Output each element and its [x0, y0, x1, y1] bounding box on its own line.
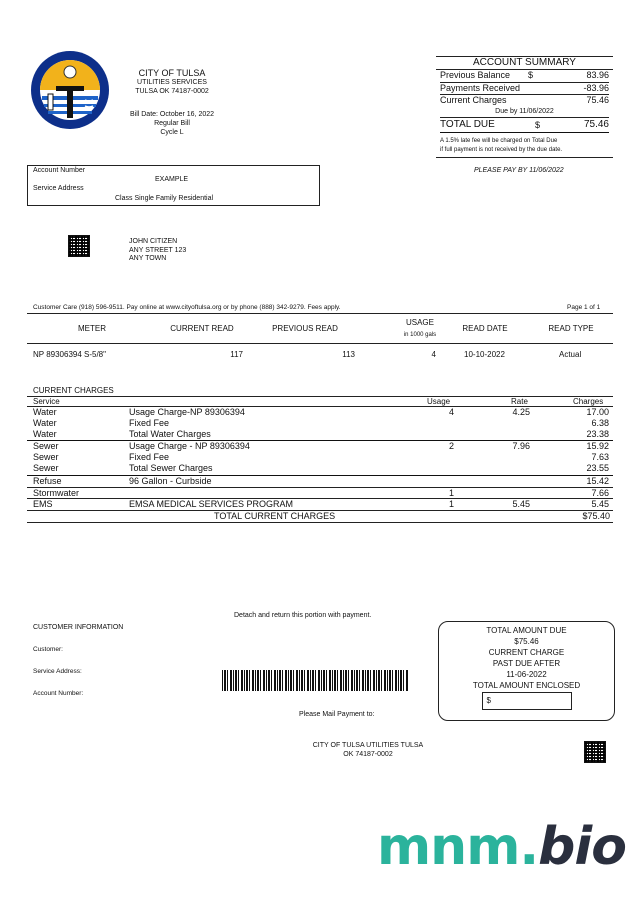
charge-rate: 4.25	[512, 407, 530, 417]
account-summary	[436, 56, 613, 158]
read-date-header: READ DATE	[462, 324, 508, 333]
service-col-header: Service	[33, 397, 60, 406]
charge-service: Stormwater	[33, 488, 80, 498]
charge-description: Fixed Fee	[129, 418, 170, 428]
prev-balance-currency: $	[528, 70, 534, 80]
charge-service: Sewer	[33, 452, 59, 462]
past-due-label: PAST DUE AFTER	[492, 659, 561, 668]
charge-description: Usage Charge-NP 89306394	[129, 407, 245, 417]
charge-amount: 6.38	[591, 418, 609, 428]
total-due-currency: $	[535, 119, 541, 130]
service-address-value: Class Single Family Residential	[115, 195, 214, 202]
read-date: 10-10-2022	[464, 350, 505, 359]
current-read: 117	[230, 350, 243, 359]
charge-description: Total Water Charges	[129, 429, 211, 439]
charge-service: Sewer	[33, 441, 59, 451]
charge-amount: 17.00	[586, 407, 609, 417]
mail-address-line2: OK 74187-0002	[343, 751, 393, 758]
city-seal	[30, 50, 110, 130]
current-charge-label: CURRENT CHARGE	[488, 648, 565, 657]
summary-title: ACCOUNT SUMMARY	[436, 56, 613, 70]
read-type: Actual	[559, 350, 582, 359]
charge-description: Fixed Fee	[129, 452, 170, 462]
watermark-part-b: bio	[538, 817, 626, 877]
page-number: Page 1 of 1	[567, 304, 601, 311]
customer-street: ANY STREET 123	[129, 246, 187, 254]
customer-address	[129, 238, 186, 264]
charge-amount: 23.38	[586, 429, 609, 439]
total-current-charges-label: TOTAL CURRENT CHARGES	[214, 511, 336, 521]
mail-to-label: Please Mail Payment to:	[299, 711, 375, 718]
bill-type: Regular Bill	[154, 120, 190, 127]
usage-header: USAGE	[405, 318, 434, 327]
charge-description: 96 Gallon - Curbside	[129, 476, 212, 486]
charge-amount: 5.45	[591, 499, 609, 509]
total-amount-due-value: $75.46	[514, 637, 539, 646]
meter-id: NP 89306394 S-5/8"	[33, 350, 106, 359]
charge-description: Total Sewer Charges	[129, 463, 213, 473]
past-due-date: 11-06-2022	[506, 670, 547, 679]
charge-amount: 15.92	[586, 441, 609, 451]
charge-service: Water	[33, 429, 57, 439]
stub-qr-code	[584, 741, 606, 763]
charge-amount: 23.55	[586, 463, 609, 473]
customer-name: JOHN CITIZEN	[129, 238, 178, 245]
current-read-header: CURRENT READ	[170, 324, 234, 333]
charge-rate: 5.45	[512, 499, 530, 509]
stub-account-label: Account Number:	[33, 690, 84, 697]
late-fee-note: A 1.5% late fee will be charged on Total Due	[440, 137, 558, 144]
charge-usage: 4	[448, 407, 454, 417]
bill-header	[112, 69, 232, 137]
late-fee-note-2: if full payment is not received by the due date.	[440, 146, 563, 153]
read-type-header: READ TYPE	[548, 324, 594, 333]
watermark	[377, 816, 626, 878]
dept-name: UTILITIES SERVICES	[137, 79, 207, 86]
previous-read: 113	[342, 350, 355, 359]
pay-by-date: PLEASE PAY BY 11/06/2022	[474, 167, 564, 174]
service-address-label: Service Address	[33, 185, 84, 192]
mail-address-line1: CITY OF TULSA UTILITIES TULSA	[312, 742, 424, 749]
amount-enclosed-input[interactable]	[482, 692, 572, 710]
charge-service: EMS	[33, 499, 53, 509]
stub-service-label: Service Address:	[33, 668, 82, 675]
total-current-charges-value: $75.40	[582, 511, 610, 521]
watermark-part-a: mnm.	[377, 817, 539, 877]
bill-date: Bill Date: October 16, 2022	[129, 111, 215, 118]
usage-unit: in 1000 gals	[403, 332, 437, 338]
mail-address	[290, 741, 446, 759]
stub-customer-label: Customer:	[33, 646, 63, 653]
charge-usage: 1	[448, 488, 454, 498]
charge-rate: 7.96	[512, 441, 530, 451]
cycle: Cycle L	[160, 129, 184, 136]
charge-amount: 15.42	[586, 476, 609, 486]
qr-code	[68, 235, 90, 257]
city-address: TULSA OK 74187-0002	[135, 88, 209, 95]
prev-balance-label: Previous Balance	[440, 70, 511, 80]
rate-col-header: Rate	[511, 397, 528, 406]
usage-value: 4	[431, 350, 436, 359]
amount-enclosed-prefix: $	[486, 696, 491, 705]
payments-value: -83.96	[583, 82, 609, 93]
usage-col-header: Usage	[427, 397, 451, 406]
charge-amount: 7.66	[591, 488, 609, 498]
customer-care: Customer Care (918) 596-9511. Pay online at www.cityoftulsa.org or by phone (888) 342-9279. Fees apply.	[33, 304, 341, 311]
charge-service: Water	[33, 418, 57, 428]
charge-description: Usage Charge - NP 89306394	[129, 441, 250, 451]
current-charges-value: 75.46	[586, 95, 609, 105]
due-by: Due by 11/06/2022	[440, 107, 609, 118]
city-name: CITY OF TULSA	[138, 68, 206, 78]
previous-read-header: PREVIOUS READ	[272, 324, 338, 333]
charges-col-header: Charges	[573, 397, 604, 406]
account-box	[27, 165, 320, 206]
total-due-label: TOTAL DUE	[440, 118, 495, 130]
payments-label: Payments Received	[440, 82, 521, 93]
total-due-value: 75.46	[583, 118, 609, 130]
charge-service: Sewer	[33, 463, 59, 473]
current-charges-title: CURRENT CHARGES	[33, 386, 114, 395]
charge-service: Water	[33, 407, 57, 417]
customer-info-title: CUSTOMER INFORMATION	[33, 624, 124, 631]
detach-note: Detach and return this portion with payment.	[234, 612, 372, 619]
current-charges-label: Current Charges	[440, 95, 507, 105]
payment-barcode	[222, 670, 408, 691]
prev-balance-value: 83.96	[586, 70, 609, 80]
charge-description: EMSA MEDICAL SERVICES PROGRAM	[129, 499, 294, 509]
meter-header: METER	[78, 324, 106, 333]
charge-usage: 1	[448, 499, 454, 509]
charge-amount: 7.63	[591, 452, 609, 462]
seal-graphic	[30, 50, 110, 130]
customer-town: ANY TOWN	[129, 255, 167, 262]
amount-enclosed-label: TOTAL AMOUNT ENCLOSED	[472, 681, 581, 690]
total-amount-due-label: TOTAL AMOUNT DUE	[486, 626, 567, 635]
charge-usage: 2	[448, 441, 454, 451]
charge-service: Refuse	[33, 476, 62, 486]
account-number-label: Account Number	[33, 167, 86, 174]
account-number-value: EXAMPLE	[155, 176, 189, 183]
amount-due-box	[438, 621, 615, 721]
